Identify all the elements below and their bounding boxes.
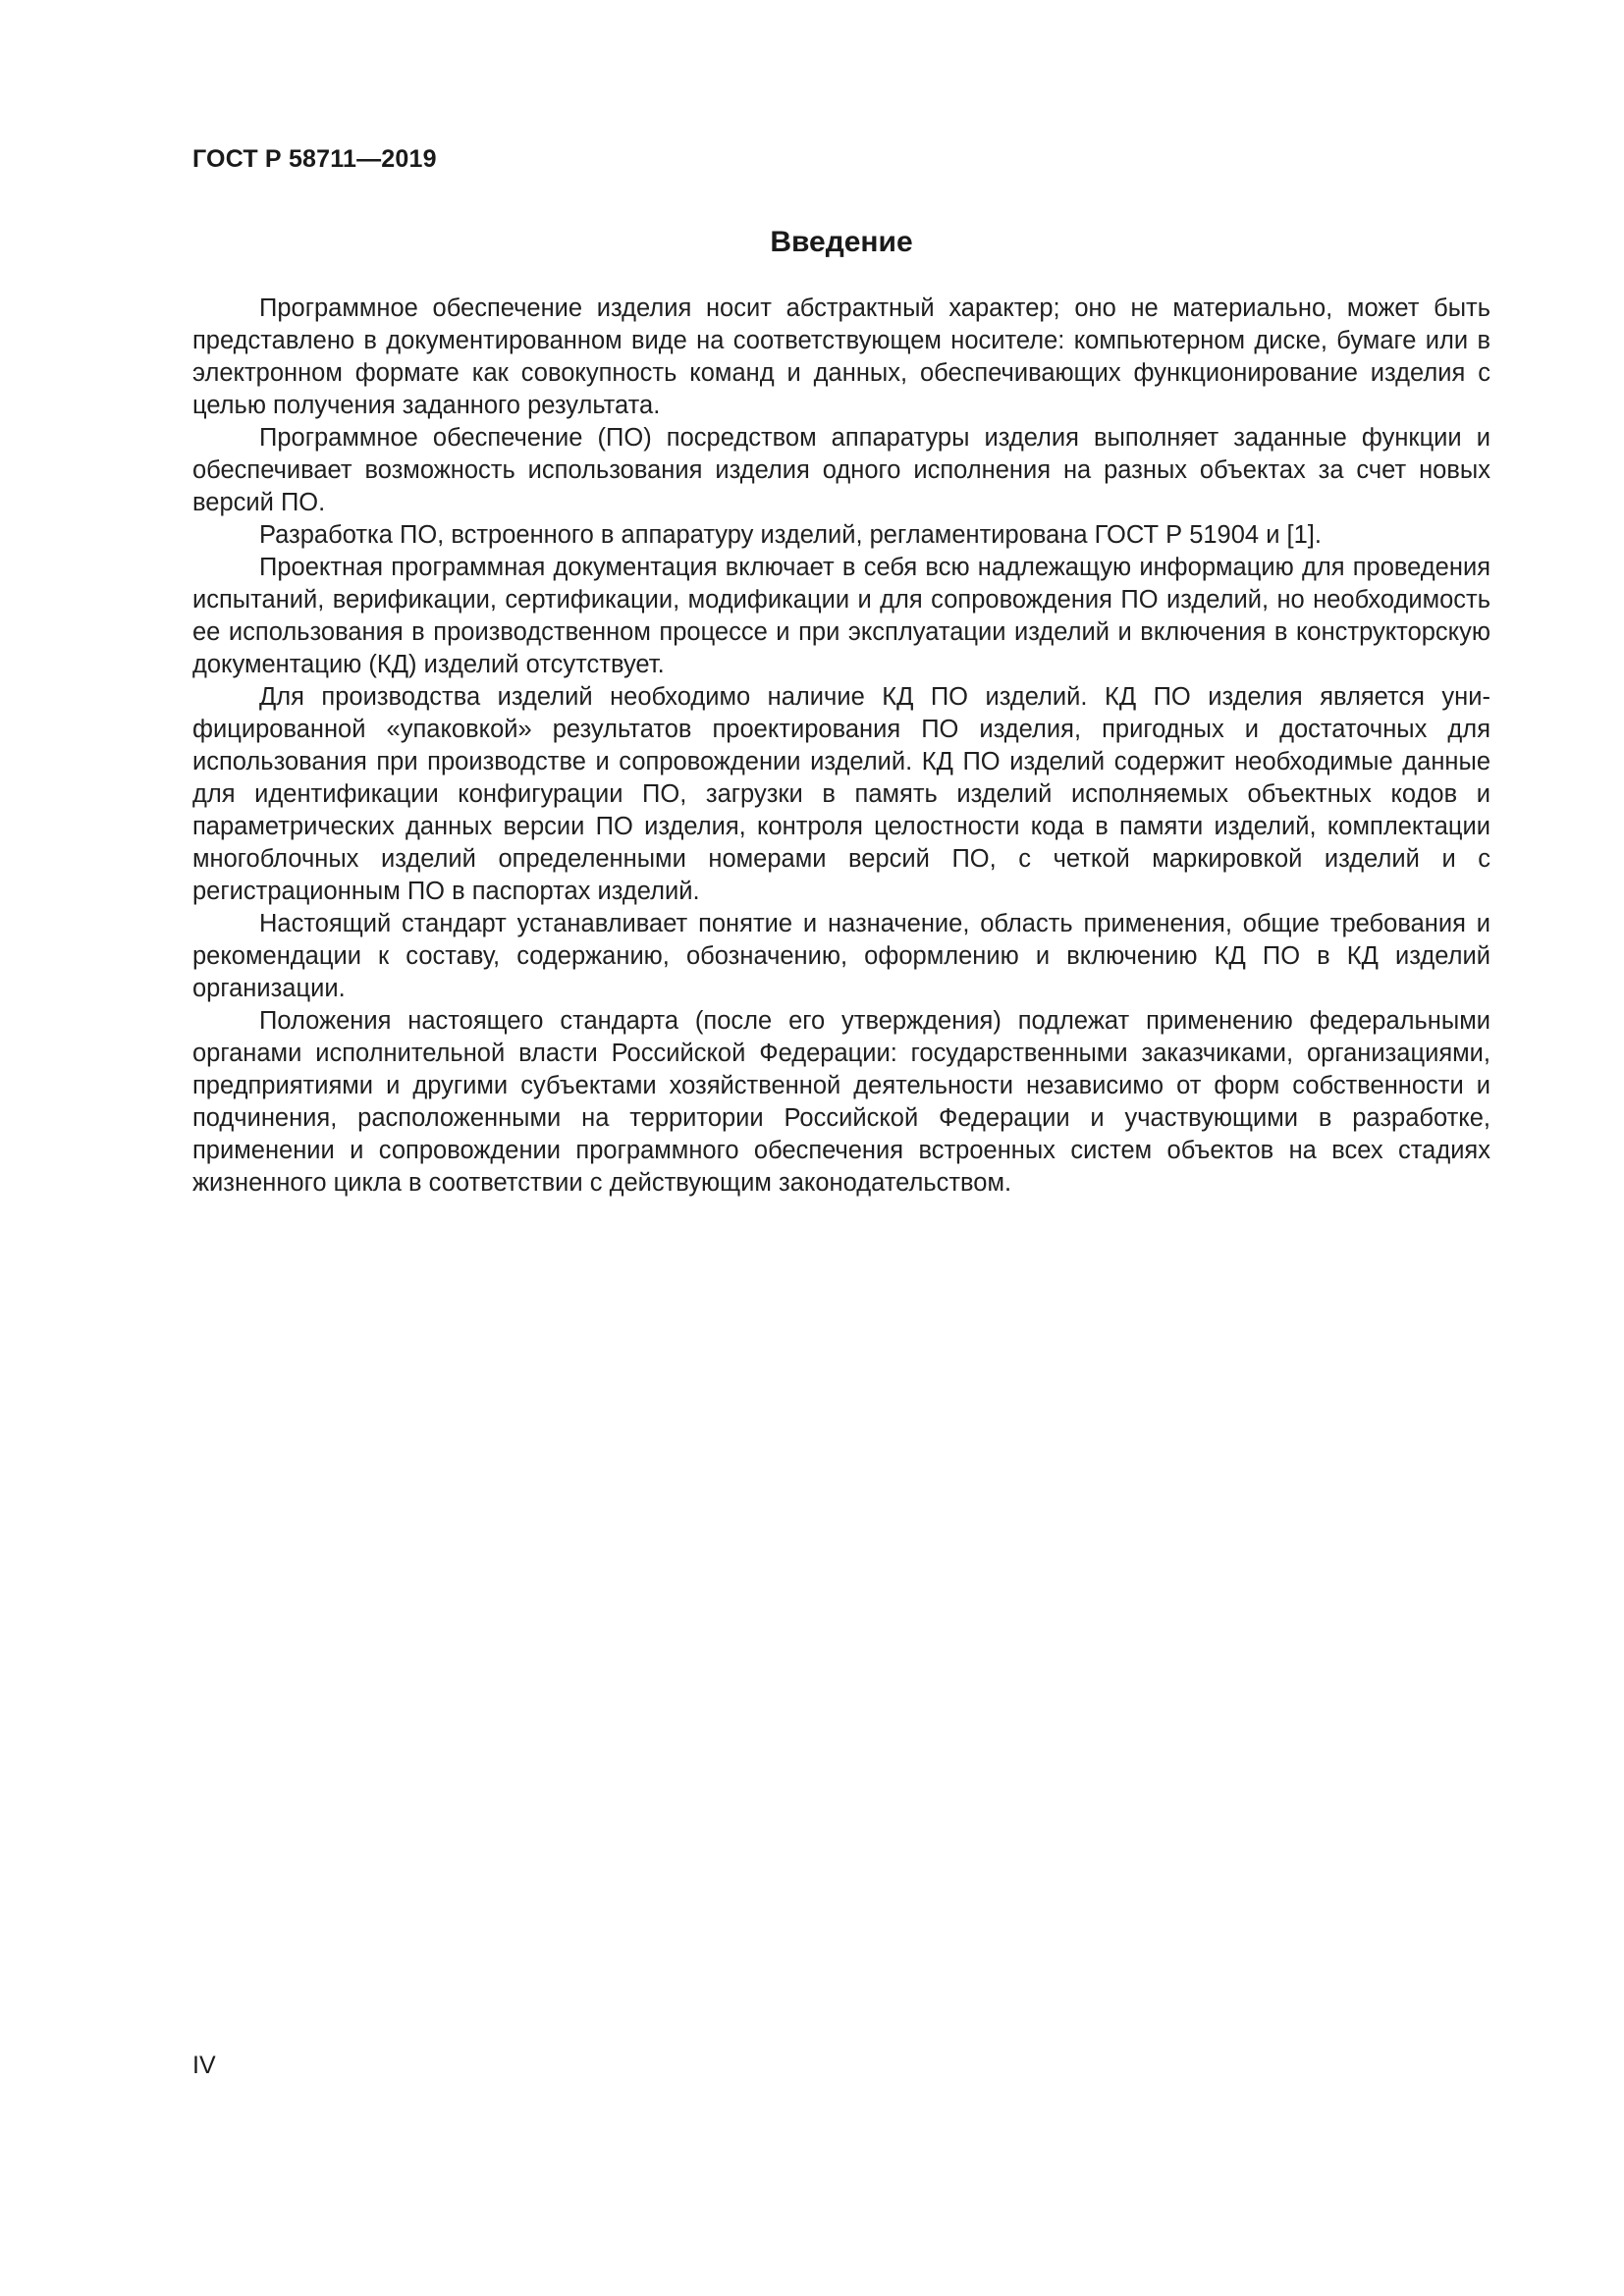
paragraph: Для производства изделий необходимо наличие КД ПО изделий. КД ПО изделия является унифицированной «упаковкой» результатов проектирования ПО изделия, пригодных и достаточных для использования при производстве и сопровождении изделий. КД ПО изделий содержит необходимые данные для идентификации конфигурации ПО, загрузки в память изделий исполняемых объектных кодов и параметрических данных версии ПО изделия, контроля целостности кода в памяти изделий, комплектации многоблочных изделий определенными номерами версий ПО, с четкой маркировкой изделий и с регистрационным ПО в паспортах изделий. — [192, 683, 1490, 905]
paragraph: Положения настоящего стандарта (после его утверждения) подлежат применению федеральными органами исполнительной власти Российской Федерации: государственными заказчиками, организациями, предприятиями и другими субъектами хозяйственной деятельности независимо от форм собственности и подчинения, расположенными на территории Российской Федерации и участвующими в разработке, применении и сопровождении программного обеспечения встроенных систем объектов на всех стадиях жизненного цикла в соответствии с действующим законодательством. — [192, 1007, 1490, 1197]
paragraph: Настоящий стандарт устанавливает понятие и назначение, область применения, общие требования и рекомендации к составу, содержанию, обозначению, оформлению и включению КД ПО в КД изделий организации. — [192, 910, 1490, 1002]
section-title: Введение — [770, 226, 913, 258]
document-id-header: ГОСТ Р 58711—2019 — [192, 145, 437, 173]
paragraph: Разработка ПО, встроенного в аппаратуру изделий, регламентирована ГОСТ Р 51904 и [1]. — [259, 521, 1322, 549]
paragraph: Программное обеспечение (ПО) посредством аппаратуры изделия выполняет заданные функции и обеспечивает возможность использования изделия одного исполнения на разных объектах за счет новых версий ПО. — [192, 424, 1490, 516]
page-number: IV — [192, 2052, 216, 2079]
introduction-body — [192, 293, 1490, 1200]
paragraph: Программное обеспечение изделия носит абстрактный характер; оно не материально, может быть представлено в документированном виде на соответствующем носителе: компьютерном диске, бумаге или в электронном формате как совокупность команд и данных, обеспечивающих функционирование изделия с целью получения заданного результата. — [192, 294, 1490, 419]
paragraph: Проектная программная документация включает в себя всю надлежащую информацию для проведения испытаний, верификации, сертификации, модификации и для сопровождения ПО изделий, но необходимость ее использования в производственном процессе и при эксплуатации изделий и включения в конструкторскую документацию (КД) изделий отсутствует. — [192, 554, 1490, 678]
